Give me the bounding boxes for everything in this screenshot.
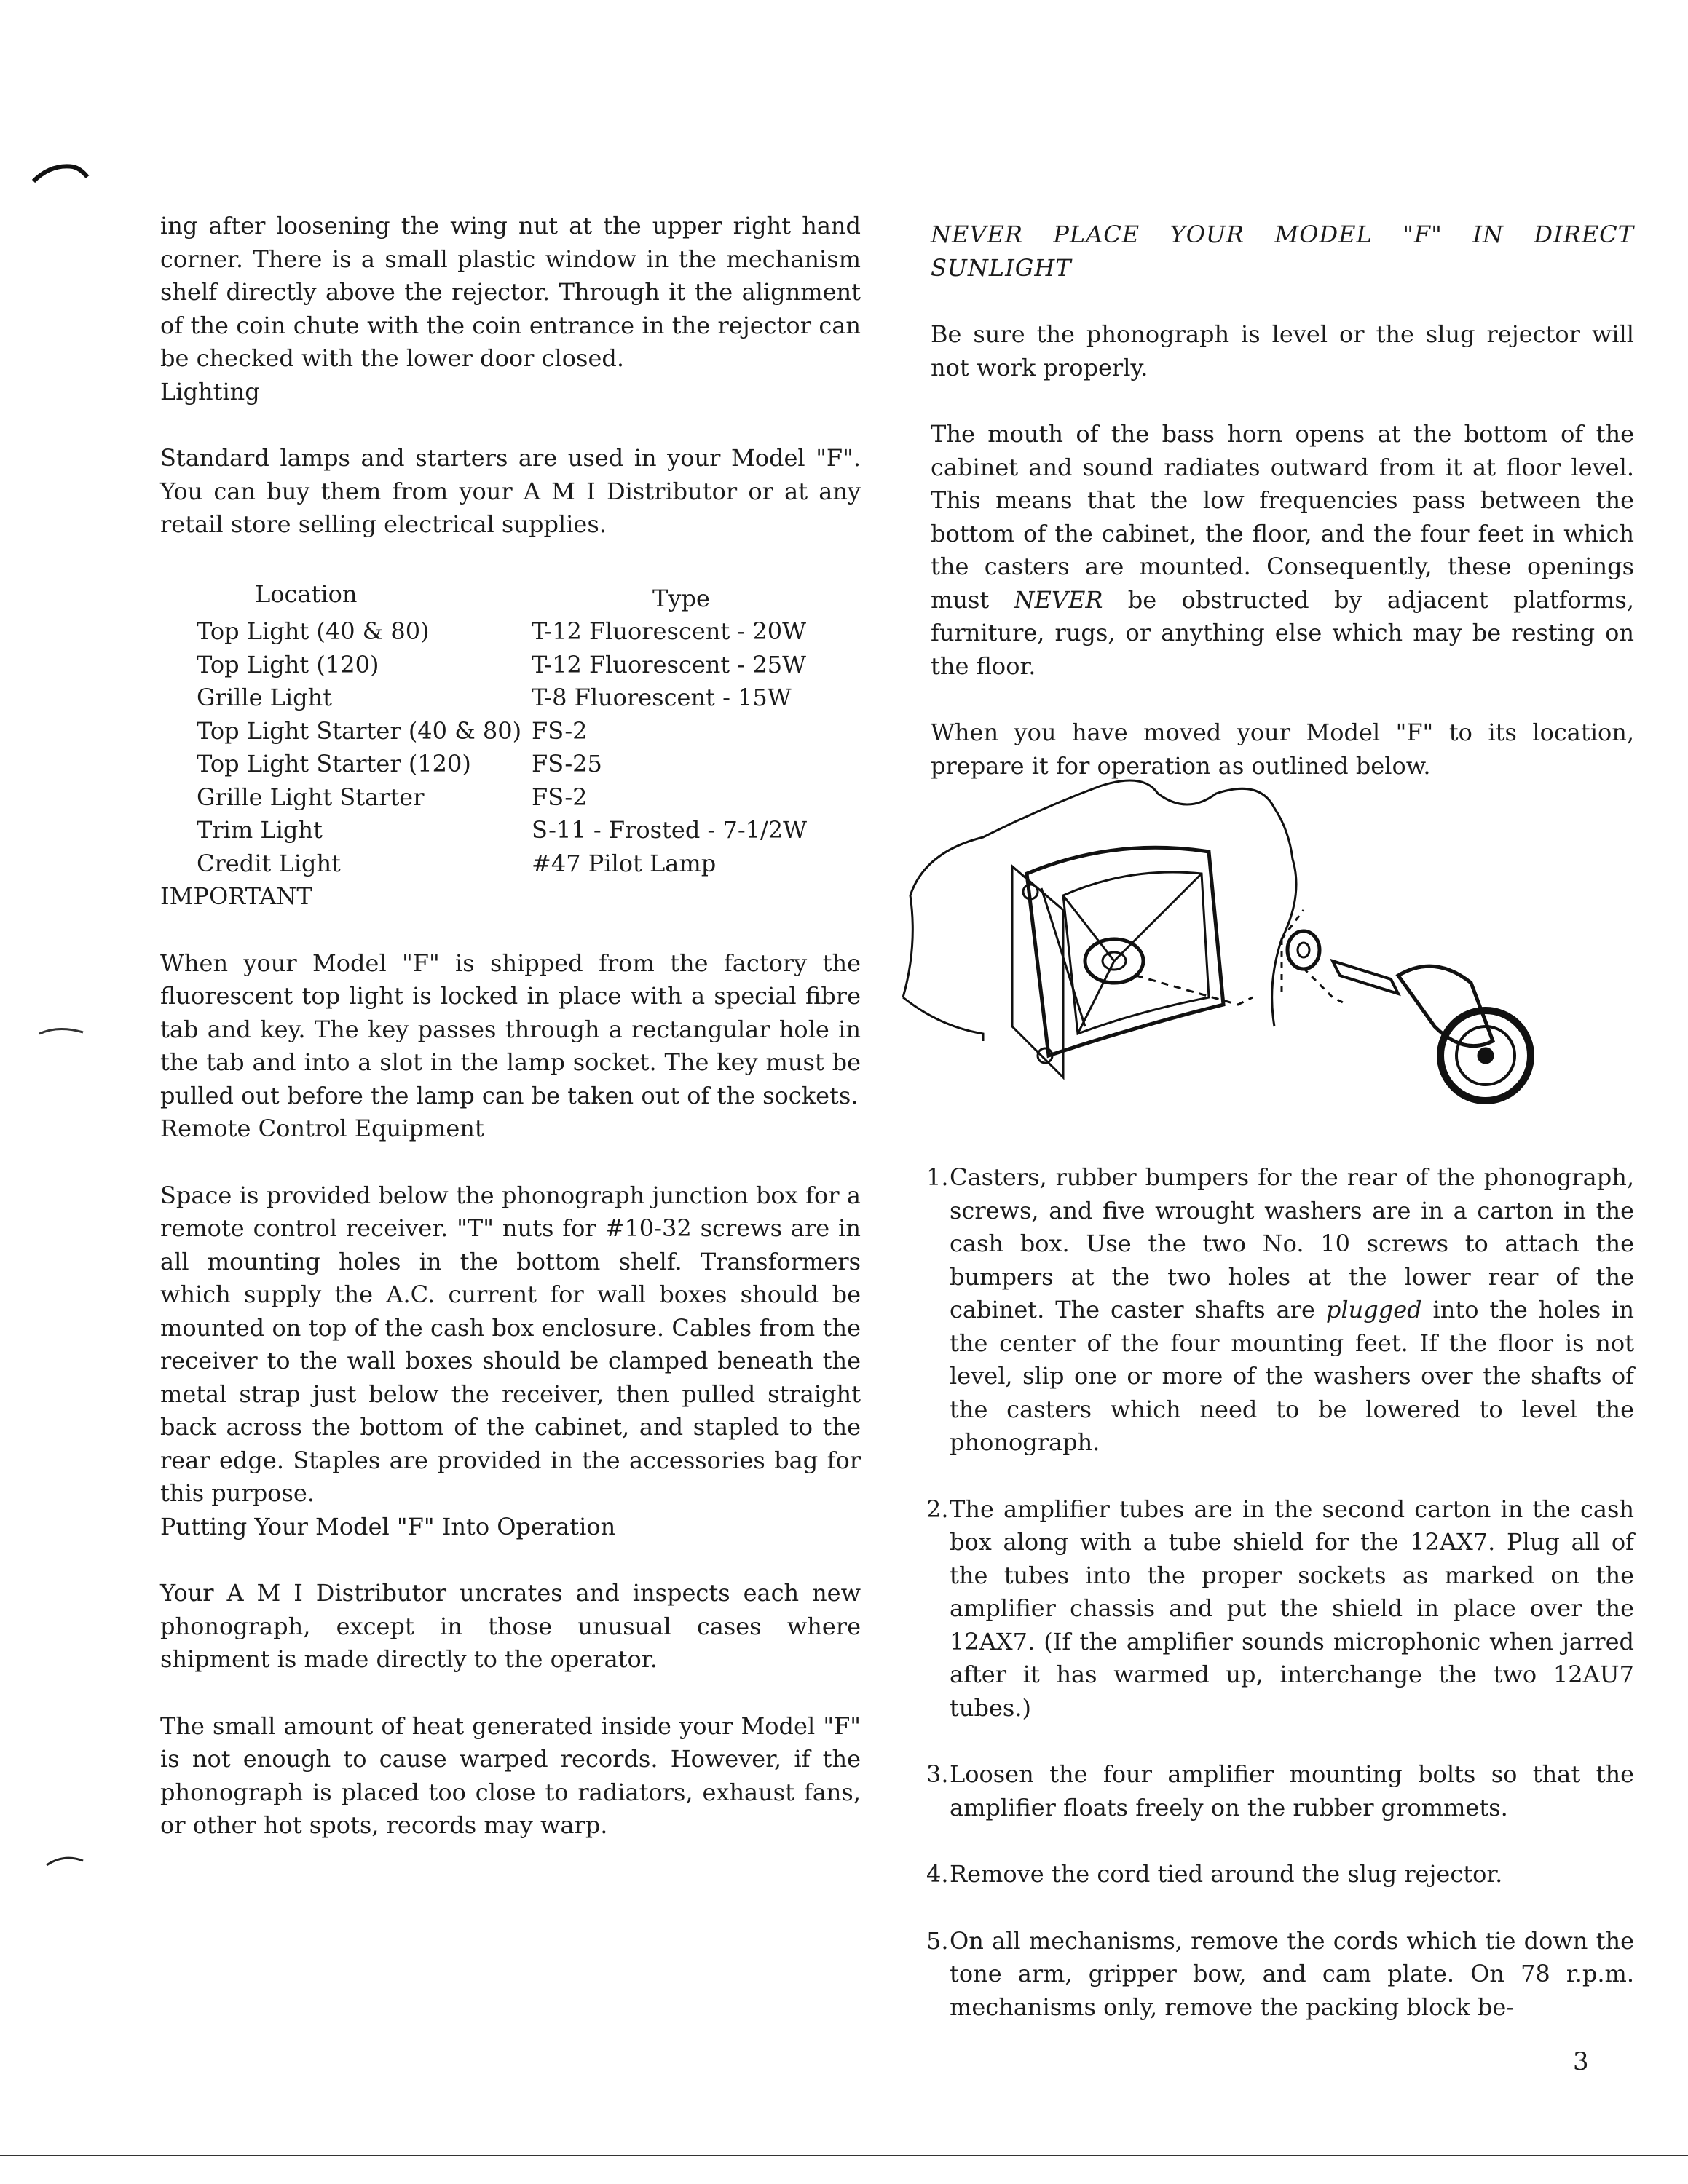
step-text-cont: into the holes in the center of the four mounting feet. If the floor is not level, slip one or more of the washers over the shafts of the casters which need to be lowered to level the phonograph. — [950, 1296, 1635, 1456]
lamp-table — [197, 578, 807, 881]
lamp-type: S-11 - Frosted - 7-1/2W — [532, 816, 808, 844]
binder-mark-mid — [36, 1019, 87, 1041]
lamp-type: T-12 Fluorescent - 25W — [532, 650, 807, 678]
step-number: 3. — [926, 1760, 949, 1788]
step-number: 4. — [926, 1860, 949, 1888]
step-item — [926, 1161, 1635, 1460]
never-emphasis: NEVER — [1014, 585, 1103, 614]
lamp-location: Credit Light — [197, 849, 341, 877]
lamp-row — [197, 781, 807, 815]
bass-text-a: The mouth of the bass horn opens at the bottom of the cabinet and sound radiates outward from it at floor level. This means that the low frequencies pass between the bottom of the cabinet, the floor, and the four feet in which the casters are mounted. Consequently, these openings must — [931, 420, 1634, 614]
lamp-location: Top Light Starter (40 & 80) — [197, 716, 522, 745]
step-number: 2. — [926, 1495, 949, 1523]
lamp-location: Grille Light — [197, 684, 333, 711]
remote-control-paragraph: Space is provided below the phonograph junction box for a remote control receiver. "T" nuts for #10-32 screws are in all mounting holes in the bottom shelf. Transformers which supply the A.C. current for wall boxes should be mounted on top of the cash box enclosure. Cables from the receiver to the wall boxes should be clamped beneath the metal strap just below the receiver, then pulled straight back across the bottom of the cabinet, and stapled to the rear edge. Staples are provided in the accessories bag for this purpose. — [160, 1181, 861, 1507]
bass-text-b: be obstructed by adjacent platforms, furniture, rugs, or anything else which may be resting on the floor. — [931, 585, 1635, 680]
left-column — [160, 210, 861, 1843]
step-text: Loosen the four amplifier mounting bolts so that the amplifier floats freely on the rubber grommets. — [950, 1760, 1634, 1821]
binder-mark-top — [29, 157, 95, 186]
binder-mark-bottom — [44, 1849, 87, 1871]
lamp-row — [197, 649, 807, 682]
lamp-table-header-type: Type — [652, 584, 710, 612]
lamp-location: Top Light Starter (120) — [197, 750, 471, 778]
important-heading: IMPORTANT — [160, 882, 312, 910]
lamp-row — [197, 715, 807, 748]
operation-heading: Putting Your Model "F" Into Operation — [160, 1512, 616, 1540]
lamp-type: T-12 Fluorescent - 20W — [532, 617, 807, 645]
lamp-type: FS-2 — [532, 716, 588, 745]
moved-paragraph: When you have moved your Model "F" to its location, prepare it for operation as outlined below. — [931, 719, 1634, 780]
step-text: On all mechanisms, remove the cords which tie down the tone arm, gripper bow, and cam plate. On 78 r.p.m. mechanisms only, remove the packing block be- — [950, 1926, 1634, 2021]
lighting-heading: Lighting — [160, 377, 260, 405]
lamp-row — [197, 847, 807, 881]
sunlight-warning: NEVER PLACE YOUR MODEL "F" IN DIRECT SUNLIGHT — [931, 221, 1634, 282]
bottom-scan-edge — [0, 2155, 1688, 2156]
important-paragraph: When your Model "F" is shipped from the factory the fluorescent top light is locked in place with a special fibre tab and key. The key passes through a rectangular hole in the tab and into a slot in the lamp socket. The key must be pulled out before the lamp can be taken out of the sockets. — [160, 949, 861, 1109]
lamp-type: FS-25 — [532, 750, 602, 778]
level-paragraph: Be sure the phonograph is level or the slug rejector will not work properly. — [931, 320, 1634, 381]
lamp-location: Grille Light Starter — [197, 783, 425, 811]
step-number: 5. — [926, 1926, 949, 1955]
lamp-location: Trim Light — [197, 816, 323, 844]
lighting-paragraph: Standard lamps and starters are used in your Model "F". You can buy them from your A M I Distributor or at any retail store selling electrical supplies. — [160, 444, 861, 538]
step-item — [926, 1858, 1634, 1891]
lamp-row — [197, 748, 807, 781]
page-number: 3 — [1573, 2047, 1589, 2076]
lamp-location: Top Light (40 & 80) — [197, 617, 430, 645]
caster-mounting-illustration — [896, 764, 1631, 1128]
step-item — [926, 1925, 1634, 2025]
lamp-row — [197, 814, 807, 847]
lamp-type: FS-2 — [532, 783, 588, 811]
setup-steps — [926, 1161, 1635, 2024]
intro-paragraph: ing after loosening the wing nut at the upper right hand corner. There is a small plastic window in the mechanism shelf directly above the rejector. Through it the alignment of the coin chute with the coin entrance in the rejector can be checked with the lower door closed. — [160, 212, 861, 372]
remote-control-heading: Remote Control Equipment — [160, 1115, 484, 1142]
lamp-row — [197, 615, 807, 649]
lamp-table-header — [197, 578, 807, 616]
lamp-location: Top Light (120) — [197, 650, 379, 678]
operation-paragraph: Your A M I Distributor uncrates and inspects each new phonograph, except in those unusual cases where shipment is made directly to the operator. — [160, 1579, 861, 1673]
step-text: Casters, rubber bumpers for the rear of the phonograph, screws, and five wrought washers are in a carton in the cash box. Use the two No. 10 screws to attach the bumpers at the two holes at the lower rear of the cabinet. The caster shafts are — [950, 1163, 1634, 1324]
step-text: The amplifier tubes are in the second carton in the cash box along with a tube shield for the 12AX7. Plug all of the tubes into the proper sockets as marked on the amplifier chassis and put the shield in place over the 12AX7. (If the amplifier sounds microphonic when jarred after it has warmed up, interchange the two 12AU7 tubes.) — [950, 1495, 1634, 1722]
lamp-table-header-location: Location — [255, 579, 358, 608]
heat-paragraph: The small amount of heat generated inside your Model "F" is not enough to cause warped records. However, if the phonograph is placed too close to radiators, exhaust fans, or other hot spots, records may warp. — [160, 1712, 861, 1839]
lamp-row — [197, 681, 807, 715]
step-item — [926, 1493, 1634, 1725]
lamp-type: #47 Pilot Lamp — [532, 849, 717, 877]
step-number: 1. — [926, 1163, 949, 1191]
bass-horn-paragraph — [931, 418, 1634, 683]
step-item — [926, 1758, 1634, 1824]
lamp-type: T-8 Fluorescent - 15W — [532, 684, 792, 711]
step-text-italic: plugged — [1325, 1296, 1422, 1324]
step-text: Remove the cord tied around the slug rejector. — [950, 1860, 1503, 1888]
